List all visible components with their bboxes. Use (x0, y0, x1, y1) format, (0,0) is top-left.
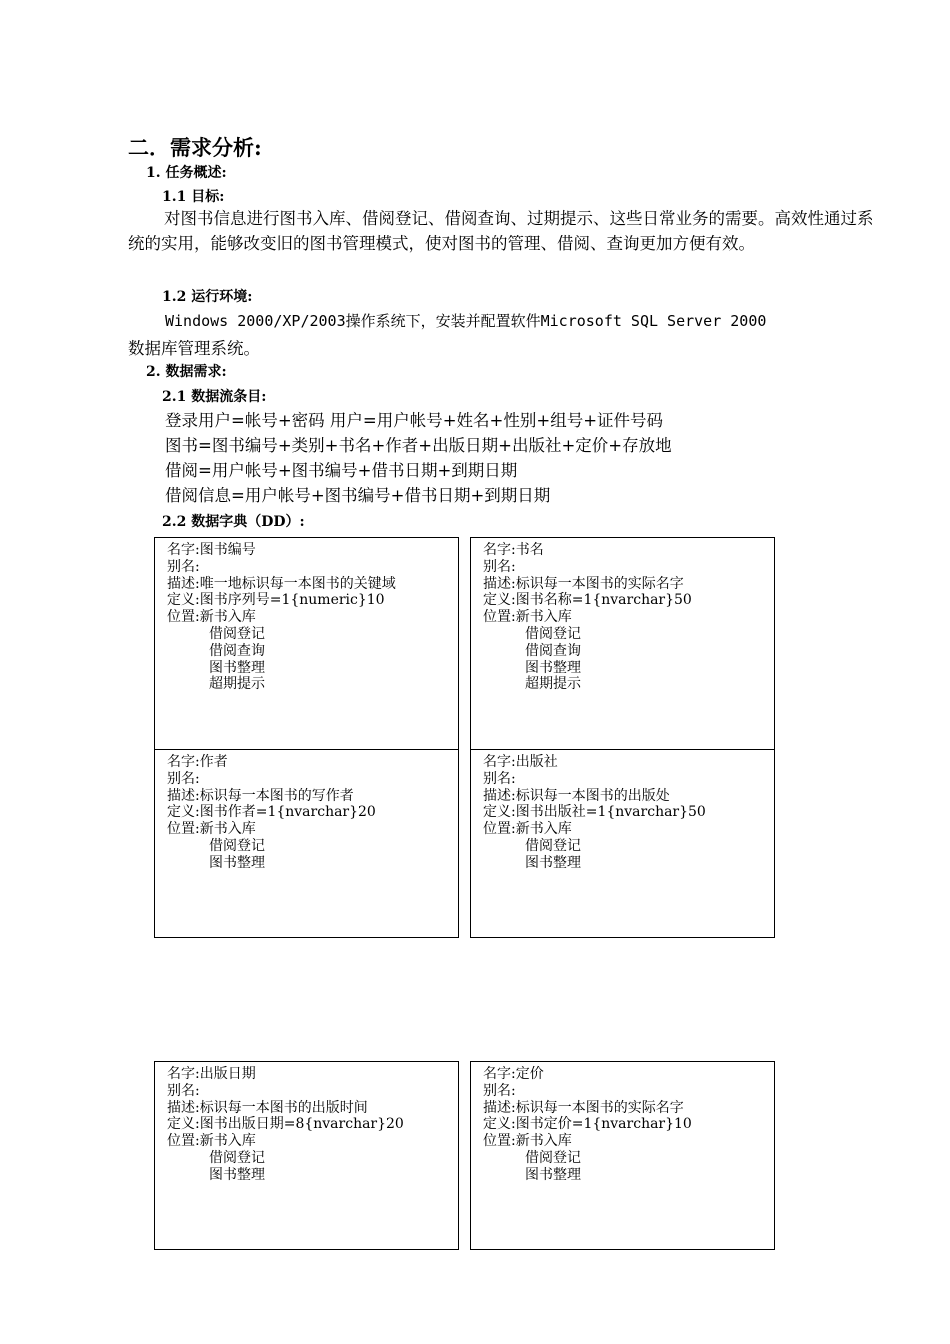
dd-card-book-id (154, 537, 459, 750)
dd-description: 描述:标识每一本图书的出版处 (483, 787, 670, 804)
data-flow-entry: 图书=图书编号+类别+书名+作者+出版日期+出版社+定价+存放地 (165, 436, 672, 455)
dd-location-item: 借阅登记 (209, 625, 265, 642)
dd-location-item: 图书整理 (525, 854, 581, 871)
dd-location-item: 图书整理 (209, 659, 265, 676)
dd-name: 名字:书名 (483, 542, 544, 558)
dd-location-item: 超期提示 (525, 676, 581, 693)
dd-card-price (470, 1061, 775, 1250)
dd-name: 名字:图书编号 (167, 542, 256, 558)
environment-heading: 1.2 运行环境: (162, 289, 253, 305)
dd-alias: 别名: (483, 1082, 516, 1099)
dd-alias: 别名: (167, 1082, 200, 1099)
dd-definition: 定义:图书名称=1{nvarchar}50 (483, 592, 692, 609)
section-heading: 二．需求分析: (128, 135, 262, 160)
dd-location-item: 图书整理 (209, 854, 265, 871)
dd-name: 名字:出版日期 (167, 1066, 256, 1082)
dd-card-publish-date (154, 1061, 459, 1250)
dd-location-item: 图书整理 (525, 659, 581, 676)
environment-line-2: 数据库管理系统。 (128, 339, 260, 358)
dd-location: 位置:新书入库 (167, 609, 256, 626)
dd-location: 位置:新书入库 (483, 1133, 572, 1150)
dd-location: 位置:新书入库 (167, 821, 256, 838)
dd-name: 名字:作者 (167, 754, 228, 770)
environment-line-1: Windows 2000/XP/2003操作系统下，安装并配置软件Microsoft SQL Server 2000 (165, 312, 767, 330)
dd-definition: 定义:图书出版社=1{nvarchar}50 (483, 804, 706, 821)
dd-description: 描述:标识每一本图书的出版时间 (167, 1099, 368, 1116)
dd-card-author (154, 749, 459, 938)
goal-heading: 1.1 目标: (162, 189, 225, 205)
data-flow-entry: 借阅=用户帐号+图书编号+借书日期+到期日期 (165, 461, 518, 480)
data-flow-heading: 2.1 数据流条目: (162, 389, 267, 405)
dd-location: 位置:新书入库 (167, 1133, 256, 1150)
data-flow-entry: 登录用户=帐号+密码 用户=用户帐号+姓名+性别+组号+证件号码 (165, 411, 664, 430)
dd-definition: 定义:图书序列号=1{numeric}10 (167, 592, 385, 609)
dd-location-item: 借阅登记 (209, 837, 265, 854)
dd-name: 名字:出版社 (483, 754, 558, 770)
task-overview-heading: 1. 任务概述: (146, 165, 227, 181)
dd-card-book-title (470, 537, 775, 750)
dd-location: 位置:新书入库 (483, 609, 572, 626)
dd-name: 名字:定价 (483, 1066, 544, 1082)
dd-location-item: 借阅登记 (209, 1149, 265, 1166)
dd-definition: 定义:图书作者=1{nvarchar}20 (167, 804, 376, 821)
dd-location-item: 借阅查询 (525, 642, 581, 659)
dd-alias: 别名: (167, 558, 200, 575)
data-flow-entry: 借阅信息=用户帐号+图书编号+借书日期+到期日期 (165, 486, 551, 505)
dd-alias: 别名: (483, 558, 516, 575)
goal-paragraph: 对图书信息进行图书入库、借阅登记、借阅查询、过期提示、这些日常业务的需要。高效性通过系统的实用，能够改变旧的图书管理模式，使对图书的管理、借阅、查询更加方便有效。 (128, 209, 874, 253)
dd-location: 位置:新书入库 (483, 821, 572, 838)
dd-location-item: 借阅登记 (525, 625, 581, 642)
dd-location-item: 图书整理 (209, 1166, 265, 1183)
dd-description: 描述:标识每一本图书的写作者 (167, 787, 354, 804)
dd-alias: 别名: (167, 770, 200, 787)
dd-definition: 定义:图书出版日期=8{nvarchar}20 (167, 1116, 404, 1133)
dd-description: 描述:唯一地标识每一本图书的关键域 (167, 575, 396, 592)
dd-card-publisher (470, 749, 775, 938)
data-dictionary-heading: 2.2 数据字典（DD）: (162, 514, 305, 530)
dd-alias: 别名: (483, 770, 516, 787)
dd-description: 描述:标识每一本图书的实际名字 (483, 575, 684, 592)
dd-location-item: 借阅登记 (525, 837, 581, 854)
data-requirements-heading: 2. 数据需求: (146, 364, 227, 380)
dd-location-item: 超期提示 (209, 676, 265, 693)
dd-definition: 定义:图书定价=1{nvarchar}10 (483, 1116, 692, 1133)
dd-location-item: 图书整理 (525, 1166, 581, 1183)
dd-location-item: 借阅查询 (209, 642, 265, 659)
dd-location-item: 借阅登记 (525, 1149, 581, 1166)
dd-description: 描述:标识每一本图书的实际名字 (483, 1099, 684, 1116)
